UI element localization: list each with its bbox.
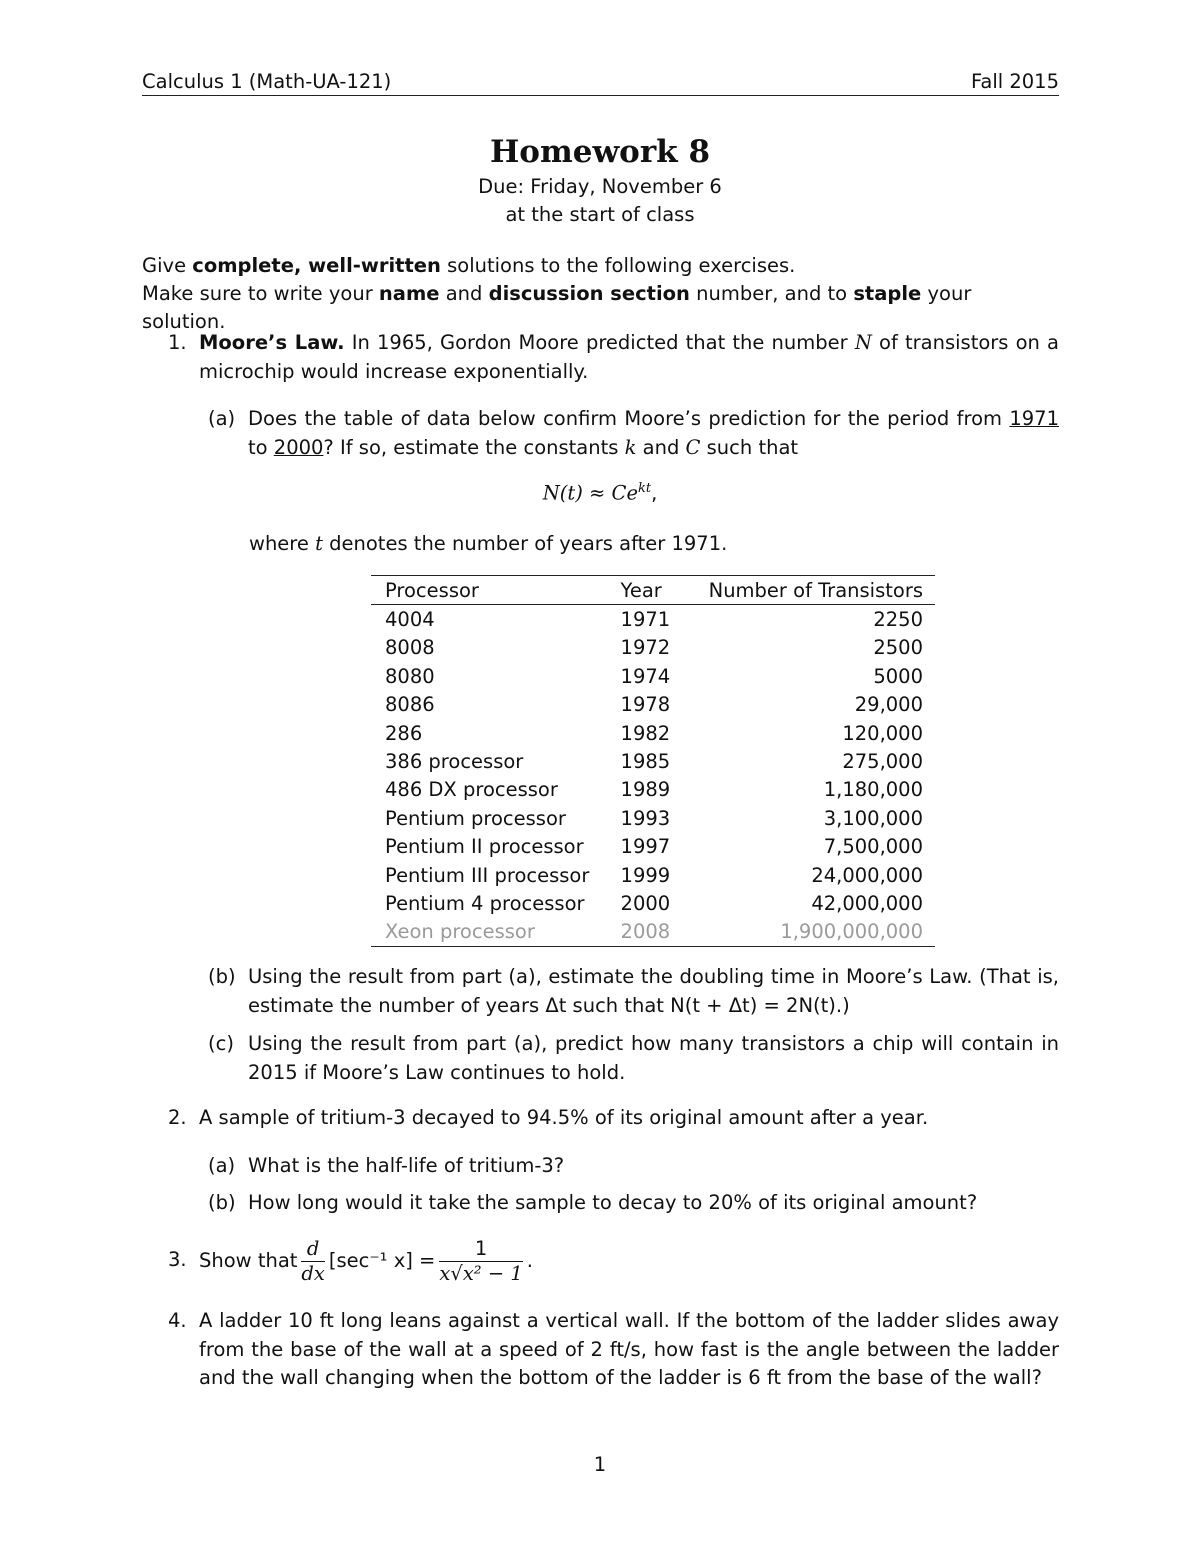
problem-number: 3.: [168, 1248, 187, 1271]
transistor-table: [371, 575, 935, 947]
due-date: Due: Friday, November 6: [478, 175, 722, 198]
where-line: where t denotes the number of years after 1971.: [249, 532, 728, 555]
rhs-fraction: $\frac{1}{\text{x√x² − 1}}$: [439, 1236, 523, 1285]
problem-3: [142, 1232, 1059, 1292]
problem-1b: [200, 963, 1059, 1023]
page-number: 1: [593, 1453, 607, 1476]
problem-number: 1.: [168, 331, 187, 354]
problem-4: [142, 1307, 1059, 1427]
problem-number: 4.: [168, 1309, 187, 1332]
problem-4-text: A ladder 10 ft long leans against a vertical wall. If the bottom of the ladder slides away from the base of the wall at a speed of 2 ft/s, how fast is the angle between the ladder and the wall changing when the bottom of the ladder is 6 ft from the base of the wall?: [199, 1309, 1059, 1389]
problem-1: [142, 329, 1059, 389]
problem-2-text: A sample of tritium-3 decayed to 94.5% of its original amount after a year.: [199, 1106, 929, 1129]
due-time: at the start of class: [505, 203, 695, 226]
problem-number: 2.: [168, 1106, 187, 1129]
problem-2: [142, 1104, 1059, 1134]
problem-2a: [200, 1152, 1059, 1182]
subpart-label: (b): [208, 1191, 236, 1214]
column-header: Year: [620, 578, 662, 602]
problem-2b: [200, 1189, 1059, 1219]
derivative-fraction: $\frac{d}{dx}$: [301, 1236, 325, 1285]
table-row: Pentium processor 1993 3,100,000: [385, 806, 923, 830]
instructions-line-2: Make sure to write your name and discussion section number, and to staple your solution.: [142, 282, 972, 333]
subpart-label: (a): [208, 1154, 236, 1177]
moore-formula: $N(t) \approx Ce^{kt}$,: [542, 481, 658, 505]
instructions-line-1: Give complete, well-written solutions to the following exercises.: [142, 254, 796, 277]
table-row: Pentium II processor 1997 7,500,000: [385, 835, 923, 859]
page-header: [142, 66, 1059, 96]
problem-2a-text: What is the half-life of tritium-3?: [248, 1154, 565, 1177]
subpart-label: (a): [208, 407, 236, 430]
table-row: Pentium III processor 1999 24,000,000: [385, 863, 923, 887]
page-title: Homework 8: [489, 134, 711, 170]
table-row: 386 processor 1985 275,000: [385, 750, 923, 774]
table-header-row: [371, 576, 935, 605]
problem-1a-text: Does the table of data below confirm Moore’s prediction for the period from 1971 to 2000? If so, estimate the constants k and C such that: [248, 407, 1059, 459]
table-row: 8086 1978 29,000: [385, 693, 923, 717]
table-row: 286 1982 120,000: [385, 721, 923, 745]
column-header: Number of Transistors: [708, 578, 923, 602]
table-row: 8008 1972 2500: [385, 636, 923, 660]
table-row: 8080 1974 5000: [385, 664, 923, 688]
table-row: Pentium 4 processor 2000 42,000,000: [385, 891, 923, 915]
problem-1a: [200, 405, 1059, 465]
problem-1c-text: Using the result from part (a), predict how many transistors a chip will contain in 2015 if Moore’s Law continues to hold.: [248, 1032, 1059, 1084]
problem-2b-text: How long would it take the sample to decay to 20% of its original amount?: [248, 1191, 978, 1214]
table-row-greyed: Xeon processor 2008 1,900,000,000: [371, 918, 935, 947]
problem-1c: [200, 1030, 1059, 1090]
table-row: 486 DX processor 1989 1,180,000: [385, 778, 923, 802]
problem-1-text: Moore’s Law. In 1965, Gordon Moore predicted that the number N of transistors on a microchip would increase exponentially.: [199, 331, 1060, 383]
subpart-label: (c): [208, 1032, 234, 1055]
column-header: Processor: [385, 578, 479, 602]
subpart-label: (b): [208, 965, 236, 988]
course-name: Calculus 1 (Math-UA-121): [142, 70, 392, 93]
term: Fall 2015: [970, 70, 1059, 93]
table-row: 4004 1971 2250: [385, 608, 923, 632]
problem-1b-text: Using the result from part (a), estimate the doubling time in Moore’s Law. (That is, estimate the number of years Δt such that N(t + Δt) = 2N(t).): [248, 965, 1059, 1017]
problem-3-text: Show that $\frac{d}{dx}$ [sec⁻¹ x] = $\frac{1}{\text{x√x² − 1}}$ .: [199, 1236, 533, 1285]
